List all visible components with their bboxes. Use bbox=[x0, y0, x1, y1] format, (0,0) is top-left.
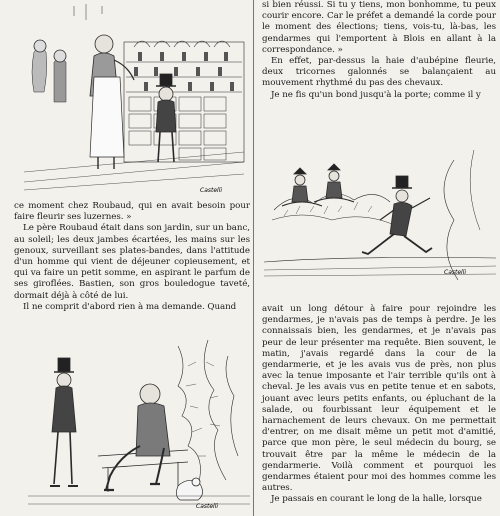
left-column-text bbox=[14, 201, 250, 313]
illustration-signature: Castelli bbox=[196, 503, 219, 510]
garden-engraving bbox=[28, 336, 250, 512]
column-rule bbox=[253, 0, 254, 516]
illustration-shop-scene bbox=[14, 2, 252, 198]
running-engraving bbox=[264, 150, 496, 300]
right-column-top-text bbox=[262, 0, 496, 101]
right-paragraph-5: Je passais en courant le long de la halle, lorsque bbox=[271, 494, 482, 505]
illustration-signature: Castelli bbox=[200, 187, 223, 194]
right-column-bottom-text bbox=[262, 304, 496, 506]
illustration-signature: Castelli bbox=[444, 269, 467, 276]
left-paragraph-3: Il ne comprit d'abord rien à ma demande. Quand bbox=[23, 301, 237, 312]
right-paragraph-4: avait un long détour à faire pour rejoindre les gendarmes, je n'avais pas de temps à perdre. Je les connaissais bien, les gendarmes, et je n'avais pas peur de leur présenter ma requête. Bien souvent, le matin, j'avais regardé dans la cour de la gendarmerie, et je les avais vus de près, non plus avec la tenue imposante et l'air terrible qu'ils ont à cheval. Je les avais vus en petite tenue et en sabots, jouant avec leurs petits enfants, ou épluchant de la salade, ou fourbissant leur équipement et le harnachement de leurs chevaux. On me permettait d'entrer, on me disait même un petit mot d'amitié, parce que mon père, le seul médecin du bourg, se trouvait être par la même le médecin de la gendarmerie. Voilà comment et pourquoi les gendarmes étaient pour moi des hommes comme les autres. bbox=[262, 304, 496, 494]
right-paragraph-1: si bien réussi. Si tu y tiens, mon bonhomme, tu peux courir encore. Car le préfet a demandé la corde pour le moment des élections; tiens, vois-tu, là-bas, les gendarmes qui l'emportent à Blois en allant à la correspondance. » bbox=[262, 0, 496, 55]
right-paragraph-2: En effet, par-dessus la haie d'aubépine fleurie, deux tricornes galonnés se balançaient au mouvement rhythmé du pas des chevaux. bbox=[262, 56, 496, 89]
shop-engraving bbox=[14, 2, 252, 198]
left-paragraph-1: ce moment chez Roubaud, qui en avait besoin pour faire fleurir ses luzernes. » bbox=[14, 201, 250, 223]
illustration-garden-scene bbox=[28, 336, 250, 512]
left-paragraph-2: Le père Roubaud était dans son jardin, sur un banc, au soleil; les deux jambes écartées, les mains sur les genoux, surveillant ses plates-bandes, dans l'attitude d'un homme qui vient de déjeuner copieusement, et qui va faire un petit somme, en aspirant le parfum de ses giroflées. Bastien, son gros bouledogue taveté, dormait déjà à côté de lui. bbox=[14, 223, 250, 301]
right-paragraph-3: Je ne fis qu'un bond jusqu'à la porte; comme il y bbox=[271, 89, 481, 100]
illustration-running-boy bbox=[264, 150, 496, 300]
